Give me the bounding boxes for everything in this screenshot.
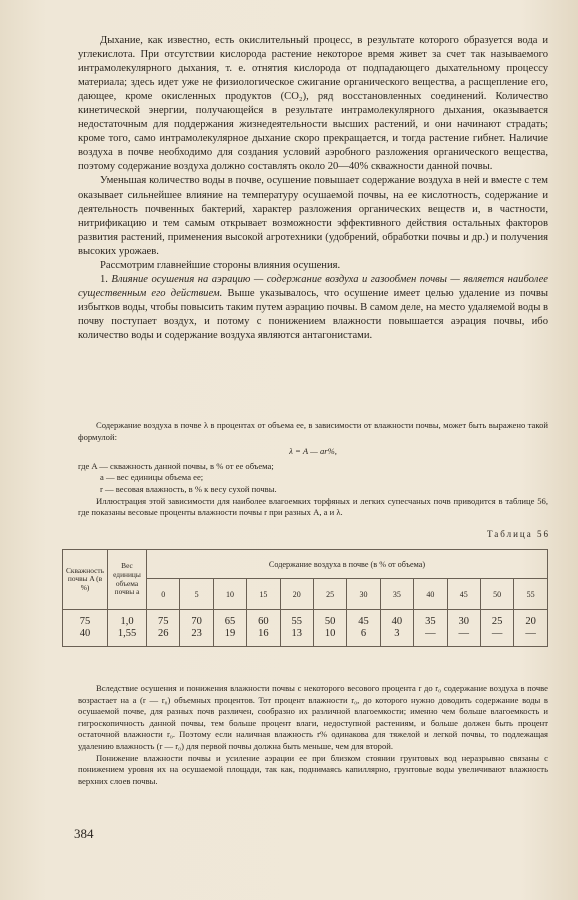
cell-a: 1,0 1,55 bbox=[108, 610, 147, 647]
lambda-header: 45 bbox=[447, 579, 480, 610]
cell-A: 75 40 bbox=[63, 610, 108, 647]
table-56 bbox=[62, 549, 548, 647]
lambda-header: 35 bbox=[380, 579, 413, 610]
main-text-top bbox=[78, 34, 548, 343]
item-1-italic-heading: Влияние осушения на аэрацию — содержание воздуха и газообмен почвы — является наиболее существенным его действием. bbox=[78, 273, 548, 299]
formula: λ = A — ar%, bbox=[289, 446, 337, 457]
cell-moisture: 35 — bbox=[414, 610, 447, 647]
lambda-header: 50 bbox=[480, 579, 513, 610]
cell-moisture: 45 6 bbox=[347, 610, 380, 647]
lambda-header: 20 bbox=[280, 579, 313, 610]
page-number: 384 bbox=[74, 826, 94, 841]
lambda-header: 15 bbox=[247, 579, 280, 610]
illustration-text: Иллюстрация этой зависимости для наиболее влагоемких торфяных и легких супесчаных почв приводится в таблице 56, где показаны весовые проценты влажности почвы r при разных A, a и λ. bbox=[78, 495, 548, 518]
lambda-header: 25 bbox=[313, 579, 346, 610]
paragraph-groundwater: Понижение влажности почвы и усиление аэрации ее при близком стоянии грунтовых вод неразрывно связаны с понижением уровня их на осушаемой площади, так как, поднимаясь капиллярно, грунтовые воды увеличивают влажность верхних слоев почвы. bbox=[78, 752, 548, 786]
formula-legend bbox=[78, 461, 548, 496]
col-weight-header: Вес единицы объема почвы a bbox=[108, 550, 147, 610]
legend-A: где A — скважность данной почвы, в % от ее объема; bbox=[78, 460, 274, 471]
small-text-after-table bbox=[78, 683, 548, 787]
table-row bbox=[63, 610, 548, 647]
lambda-header: 55 bbox=[514, 579, 548, 610]
cell-moisture: 20 — bbox=[514, 610, 548, 647]
cell-moisture: 55 13 bbox=[280, 610, 313, 647]
cell-moisture: 40 3 bbox=[380, 610, 413, 647]
legend-r: r — весовая влажность, в % к весу сухой почвы. bbox=[100, 483, 277, 494]
lambda-header: 40 bbox=[414, 579, 447, 610]
table-caption: Таблица 56 bbox=[487, 529, 550, 539]
col-porosity-header: Скважность почвы A (в %) bbox=[63, 550, 108, 610]
lambda-header: 0 bbox=[147, 579, 180, 610]
paragraph-consider: Рассмотрим главнейшие стороны влияния осушения. bbox=[100, 259, 341, 271]
small-text-formula bbox=[78, 420, 548, 519]
formula-intro: Содержание воздуха в почве λ в процентах от объема ее, в зависимости от влажности почвы, может быть выражено такой формулой: bbox=[78, 420, 548, 442]
legend-a: a — вес единицы объема ее; bbox=[100, 472, 204, 483]
cell-moisture: 65 19 bbox=[213, 610, 246, 647]
cell-moisture: 30 — bbox=[447, 610, 480, 647]
cell-moisture: 70 23 bbox=[180, 610, 213, 647]
paragraph-residual-moisture: Вследствие осушения и понижения влажности почвы с некоторого весового процента r до r₀ содержание воздуха в почве возрастает на a (r — r₀) объемных процентов. Тот процент влажности r₀, до которого нужно доводить содержание воды в осушаемой почве, для разных почв различен, сообразно их различной влагоемкости; именно чем больше влагоемкость и гигроскопичность данной почвы, тем больше процент влаги, недоступной растениям, и больше должен быть процент остаточной влажности r₀. Поэтому если наличная влажность r% одинакова для тяжелой и легкой почвы, то подлежащая удалению влажность (r — r₀) для первой почвы должна быть меньше, чем для второй. bbox=[78, 683, 548, 751]
paragraph-drainage-effect: Уменьшая количество воды в почве, осушение повышает содержание воздуха в ней и вместе с тем оказывает сильнейшее влияние на температуру осушаемой почвы, на ее кислотность, содержание и деятельность почвенных бактерий, характер разложения органических веществ и, в частности, нитрификацию и тем самым открывает возможности эффективного действия остальных факторов развития растений, применения высокой агротехники (удобрений, обработки почвы и др.) и получения высоких урожаев. bbox=[78, 175, 548, 257]
paragraph-respiration: Дыхание, как известно, есть окислительный процесс, в результате которого образуется вода и углекислота. При отсутствии кислорода растение некоторое время живет за счет так называемого интрамолекулярного дыхания, т. е. отнятия кислорода от подпадающего дыхательному процессу материала; здесь идет уже не физиологическое сжигание органического вещества, а расщепление его, дающее, кроме окисленных продуктов (CO₂), ряд восстановленных соединений. Количество кинетической энергии, получающейся в результате интрамолекулярного дыхания, оказывается недостаточным для поддержания жизнедеятельности высших растений, и они начинают страдать; кроме того, само интрамолекулярное дыхание скоро прекращается, и тогда растение гибнет. Наличие воздуха в почве необходимо для создания условий аэробного разложения органического вещества, поэтому содержание воздуха должно составлять около 20—40% скважности данной почвы. bbox=[78, 35, 548, 173]
cell-moisture: 60 16 bbox=[247, 610, 280, 647]
cell-moisture: 25 — bbox=[480, 610, 513, 647]
cell-moisture: 75 26 bbox=[147, 610, 180, 647]
lambda-header: 30 bbox=[347, 579, 380, 610]
air-content-group-header: Содержание воздуха в почве (в % от объема) bbox=[147, 550, 548, 579]
paragraph-item-1: 1. Влияние осушения на аэрацию — содержание воздуха и газообмен почвы — является наиболее существенным его действием. Выше указывалось, что осушение имеет целью удаление из почвы избытков воды, чтобы повысить таким путем аэрацию почвы. В самом деле, на место удаляемой воды в почву поступает воздух, и потому с понижением влажности повышается аэрация почвы, ибо количество воды и содержание воздуха являются антагонистами. bbox=[78, 273, 549, 341]
lambda-header: 10 bbox=[213, 579, 246, 610]
lambda-header: 5 bbox=[180, 579, 213, 610]
cell-moisture: 50 10 bbox=[313, 610, 346, 647]
